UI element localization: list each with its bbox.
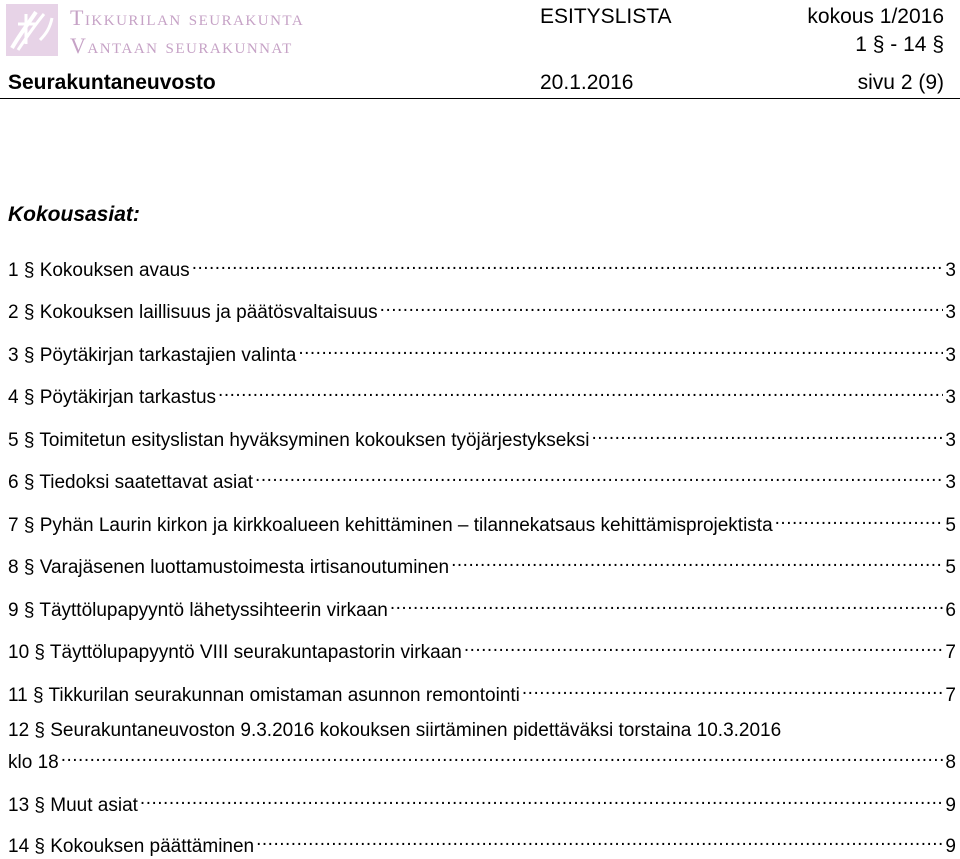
parish-logo-icon xyxy=(6,4,58,56)
toc-item-page: 7 xyxy=(945,685,956,706)
toc-item[interactable] xyxy=(8,592,956,623)
meeting-date: 20.1.2016 xyxy=(540,71,634,94)
toc-leader-dots xyxy=(138,787,944,811)
toc-leader-dots xyxy=(520,677,944,701)
toc-item-label: 9 § Täyttölupapyyntö lähetyssihteerin virkaan xyxy=(8,600,388,621)
toc-leader-dots xyxy=(216,379,943,403)
toc-leader-dots xyxy=(378,294,944,318)
toc-item-line-1[interactable] xyxy=(8,719,956,743)
toc-item-page: 3 xyxy=(945,302,956,323)
toc-item-page: 7 xyxy=(945,642,956,663)
logo-line-1: Tikkurilan seurakunta xyxy=(70,5,305,30)
toc-item-label: 1 § Kokouksen avaus xyxy=(8,260,190,281)
toc-item-label: 8 § Varajäsenen luottamustoimesta irtisanoutuminen xyxy=(8,557,450,578)
toc-item-label: 10 § Täyttölupapyyntö VIII seurakuntapastorin virkaan xyxy=(8,642,462,663)
toc-leader-dots xyxy=(449,549,943,573)
toc-item-label: klo 18 xyxy=(8,752,59,773)
toc-item-label: 14 § Kokouksen päättäminen xyxy=(8,836,255,857)
toc-item-label: 13 § Muut asiat xyxy=(8,795,138,816)
toc-leader-dots xyxy=(253,464,943,488)
toc-item-label: 11 § Tikkurilan seurakunnan omistaman asunnon remontointi xyxy=(8,685,520,706)
meeting-number: kokous 1/2016 xyxy=(807,5,944,28)
toc-leader-dots xyxy=(773,507,944,531)
toc-item-page: 5 xyxy=(945,557,956,578)
toc-item[interactable] xyxy=(8,252,956,283)
toc-leader-dots xyxy=(190,252,944,276)
toc-leader-dots xyxy=(59,744,944,768)
toc-item[interactable] xyxy=(8,464,956,495)
toc-item-label: 5 § Toimitetun esityslistan hyväksyminen kokouksen työjärjestykseksi xyxy=(8,430,590,451)
document-header xyxy=(0,0,960,100)
page-number: sivu 2 (9) xyxy=(857,71,944,94)
organization-name: Seurakuntaneuvosto xyxy=(8,71,216,94)
toc-leader-dots xyxy=(590,422,944,446)
toc-item[interactable] xyxy=(8,677,956,708)
toc-item-line-2[interactable] xyxy=(8,744,956,775)
toc-item[interactable] xyxy=(8,294,956,325)
toc-item-label: 6 § Tiedoksi saatettavat asiat xyxy=(8,472,254,493)
toc-item-page: 3 xyxy=(945,472,956,493)
toc-item-page: 3 xyxy=(945,387,956,408)
toc-item-label: 2 § Kokouksen laillisuus ja päätösvaltaisuus xyxy=(8,302,378,323)
toc-item[interactable] xyxy=(8,787,956,818)
toc-item-label: 3 § Pöytäkirjan tarkastajien valinta xyxy=(8,345,297,366)
toc-item[interactable] xyxy=(8,507,956,538)
toc-item[interactable] xyxy=(8,379,956,410)
toc-item-page: 5 xyxy=(945,515,956,536)
toc-item-label: 12 § Seurakuntaneuvoston 9.3.2016 kokouksen siirtäminen pidettäväksi torstaina 10.3.2016 xyxy=(8,720,782,741)
toc-item[interactable] xyxy=(8,422,956,453)
header-divider xyxy=(0,98,960,99)
toc-item[interactable] xyxy=(8,634,956,665)
toc-item-page: 3 xyxy=(945,260,956,281)
toc-item-page: 9 xyxy=(945,795,956,816)
agenda-title: Kokousasiat: xyxy=(8,203,140,226)
toc-item-page: 6 xyxy=(945,600,956,621)
toc-leader-dots xyxy=(462,634,944,658)
toc-item-page: 8 xyxy=(945,752,956,773)
toc-leader-dots xyxy=(254,828,943,852)
toc-item-page: 9 xyxy=(945,836,956,857)
toc-leader-dots xyxy=(296,337,943,361)
sections-range: 1 § - 14 § xyxy=(855,33,944,56)
toc-item-page: 3 xyxy=(945,430,956,451)
toc-item[interactable] xyxy=(8,337,956,368)
toc-leader-dots xyxy=(388,592,944,616)
toc-item[interactable] xyxy=(8,549,956,580)
logo-line-2: Vantaan seurakunnat xyxy=(70,33,293,58)
toc-item-page: 3 xyxy=(945,345,956,366)
toc-item-label: 7 § Pyhän Laurin kirkon ja kirkkoalueen kehittäminen – tilannekatsaus kehittämisprojektista xyxy=(8,515,773,536)
document-type: ESITYSLISTA xyxy=(540,5,672,28)
toc-item-label: 4 § Pöytäkirjan tarkastus xyxy=(8,387,217,408)
toc-item[interactable] xyxy=(8,828,956,859)
